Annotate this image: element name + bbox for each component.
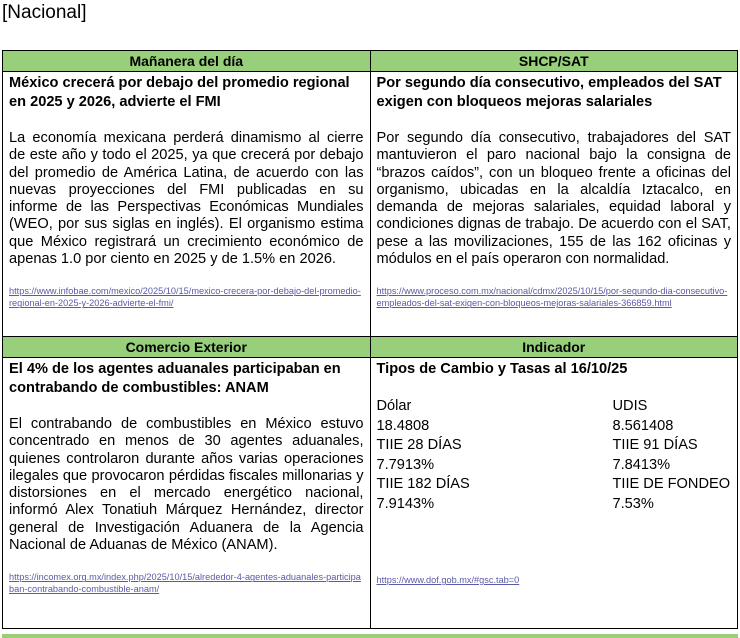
header-comercio-exterior: Comercio Exterior bbox=[3, 337, 371, 358]
rates-table bbox=[377, 397, 732, 514]
rates-row-labels bbox=[377, 436, 732, 456]
rate-label-tiie-fondeo: TIIE DE FONDEO bbox=[612, 476, 731, 492]
rate-value-udis: 8.561408 bbox=[612, 417, 674, 434]
headline-comercio-exterior: El 4% de los agentes aduanales participaban en contrabando de combustibles: ANAM bbox=[9, 361, 341, 396]
rate-label-tiie-91: TIIE 91 DÍAS bbox=[612, 437, 698, 453]
headline-indicador: Tipos de Cambio y Tasas al 16/10/25 bbox=[376, 361, 628, 377]
rates-row-values bbox=[377, 456, 732, 476]
header-indicador: Indicador bbox=[370, 337, 738, 358]
next-section-border bbox=[2, 634, 738, 638]
rate-value-tiie-28: 7.7913% bbox=[376, 456, 435, 473]
section-label: [Nacional] bbox=[2, 2, 87, 23]
body-shcp-sat: Por segundo día consecutivo, trabajadores del SAT mantuvieron el paro nacional bajo la consigna de “brazos caídos”, con un bloqueo frente a oficinas del organismo, ubicadas en la alcaldía Iztacalco, en demanda de mejoras salariales, equidad laboral y condiciones dignas de trabajo. De acuerdo con el SAT, pese a las movilizaciones, 155 de las 162 oficinas y módulos en el país operaron con normalidad. bbox=[376, 130, 731, 268]
rate-value-tiie-182: 7.9143% bbox=[376, 495, 435, 512]
rate-label-tiie-182: TIIE 182 DÍAS bbox=[376, 476, 470, 492]
link-mananera[interactable]: https://www.infobae.com/mexico/2025/10/15/mexico-crecera-por-debajo-del-promedio-regional-en-2025-y-2026-advierte-el-fmi/ bbox=[9, 286, 361, 309]
rate-value-tiie-91: 7.8413% bbox=[612, 456, 671, 473]
link-comercio-exterior[interactable]: https://incomex.org.mx/index.php/2025/10/15/alrededor-4-agentes-aduanales-participaban-contrabando-combustible-anam/ bbox=[9, 572, 361, 595]
news-grid bbox=[2, 50, 738, 629]
cell-indicador bbox=[370, 358, 738, 629]
header-mananera: Mañanera del día bbox=[3, 51, 371, 72]
body-comercio-exterior: El contrabando de combustibles en México estuvo concentrado en menos de 30 agentes aduanales, quienes controlaron durante años varias operaciones ilegales que provocaron pérdidas fiscales millonarias y distorsiones en el mercado energético nacional, informó Alex Tonatiuh Márquez Hernández, director general de Investigación Aduanera de la Agencia Nacional de Aduanas de México (ANAM). bbox=[9, 416, 364, 554]
rate-label-udis: UDIS bbox=[612, 398, 648, 414]
link-shcp-sat[interactable]: https://www.proceso.com.mx/nacional/cdmx/2025/10/15/por-segundo-dia-consecutivo-empleados-del-sat-exigen-con-bloqueos-mejoras-salariales-366859.html bbox=[376, 286, 728, 309]
rate-value-dolar: 18.4808 bbox=[376, 417, 430, 434]
link-indicador[interactable]: https://www.dof.gob.mx/#gsc.tab=0 bbox=[376, 575, 520, 585]
rates-row-labels bbox=[377, 475, 732, 495]
rates-row-values bbox=[377, 417, 732, 437]
headline-shcp-sat: Por segundo día consecutivo, empleados del SAT exigen con bloqueos mejoras salariales bbox=[376, 75, 722, 110]
rate-label-dolar: Dólar bbox=[376, 398, 412, 414]
cell-comercio-exterior bbox=[3, 358, 371, 629]
headline-mananera: México crecerá por debajo del promedio regional en 2025 y 2026, advierte el FMI bbox=[9, 75, 350, 110]
body-mananera: La economía mexicana perderá dinamismo al cierre de este año y todo el 2025, ya que crecerá por debajo del promedio de América Latina, de acuerdo con las nuevas proyecciones del FMI publicadas en su informe de las Perspectivas Económicas Mundiales (WEO, por sus siglas en inglés). El organismo estima que México registrará un crecimiento económico de apenas 1.0 por ciento en 2025 y de 1.5% en 2026. bbox=[9, 130, 364, 268]
header-shcp-sat: SHCP/SAT bbox=[370, 51, 738, 72]
rates-row-labels bbox=[377, 397, 732, 417]
rate-value-tiie-fondeo: 7.53% bbox=[612, 495, 654, 512]
cell-mananera bbox=[3, 72, 371, 337]
rate-label-tiie-28: TIIE 28 DÍAS bbox=[376, 437, 462, 453]
rates-row-values bbox=[377, 495, 732, 515]
cell-shcp-sat bbox=[370, 72, 738, 337]
